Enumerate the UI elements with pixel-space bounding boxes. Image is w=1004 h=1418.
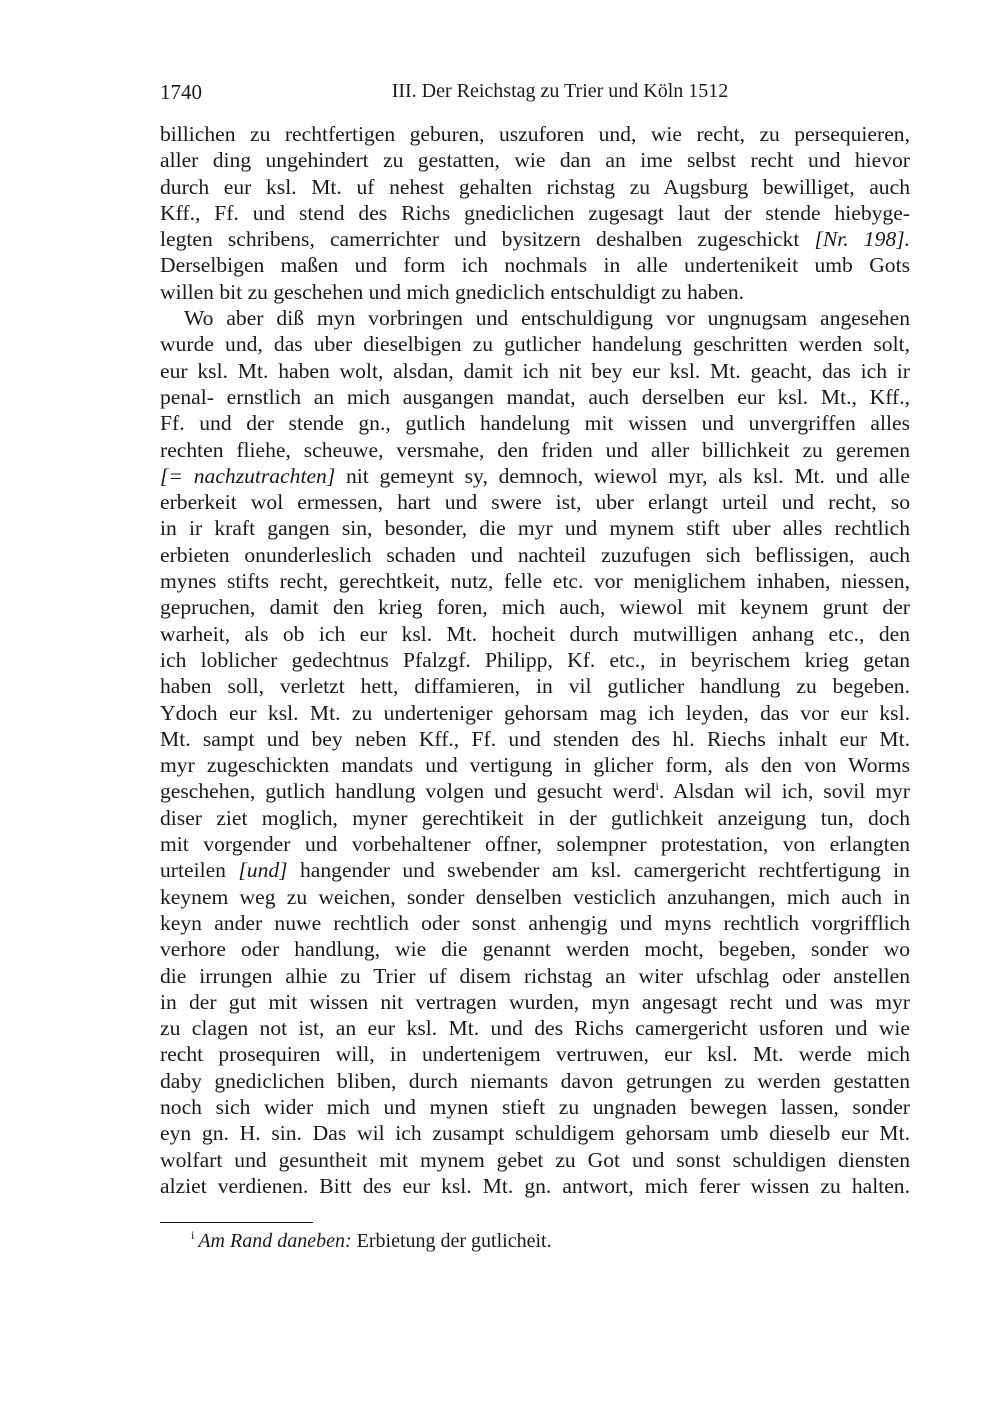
footnote bbox=[191, 1228, 891, 1254]
text-line bbox=[160, 358, 910, 384]
text-line bbox=[160, 1041, 910, 1067]
footnote-text: Erbietung der gutlicheit. bbox=[351, 1230, 552, 1252]
text-line bbox=[160, 778, 910, 804]
text-segment: alziet verdienen. Bitt des eur ksl. Mt. gn. antwort, mich ferer wissen zu halten. bbox=[160, 1173, 910, 1198]
text-segment: Kff., Ff. und stend des Richs gnediclichen zugesagt laut der stende hiebyge- bbox=[160, 200, 910, 225]
text-segment: durch eur ksl. Mt. uf nehest gehalten richstag zu Augsburg bewilliget, auch bbox=[160, 174, 910, 199]
text-segment: erbieten onunderleslich schaden und nachteil zuzufugen sich beflissigen, auch bbox=[160, 542, 910, 567]
running-title: III. Der Reichstag zu Trier und Köln 1512 bbox=[391, 80, 729, 102]
text-segment: diser ziet moglich, myner gerechtikeit in der gutlichkeit anzeigung tun, doch bbox=[160, 805, 910, 830]
text-segment: erberkeit wol ermessen, hart und swere ist, uber erlangt urteil und recht, so bbox=[160, 490, 910, 515]
text-segment: penal- ernstlich an mich ausgangen mandat, auch derselben eur ksl. Mt., Kff., bbox=[160, 384, 910, 409]
body-text bbox=[160, 121, 910, 1199]
text-line bbox=[160, 305, 910, 331]
text-segment: Mt. sampt und bey neben Kff., Ff. und stenden des hl. Riechs inhalt eur Mt. bbox=[160, 726, 910, 751]
text-segment: haben soll, verletzt hett, diffamieren, in vil gutlicher handlung zu begeben. bbox=[160, 674, 910, 699]
text-segment: myr zugeschickten mandats und vertigung in glicher form, als den von Worms bbox=[160, 753, 910, 778]
footnote-reference: i bbox=[655, 779, 659, 794]
text-line bbox=[160, 1120, 910, 1146]
editorial-note: [Nr. 198]. bbox=[814, 227, 910, 252]
text-segment: in ir kraft gangen sin, besonder, die myr und mynem stift uber alles rechtlich bbox=[160, 516, 910, 541]
text-line bbox=[160, 594, 910, 620]
text-segment: in der gut mit wissen nit vertragen wurden, myn angesagt recht und was myr bbox=[160, 989, 910, 1014]
text-line bbox=[160, 200, 910, 226]
text-segment: daby gnediclichen bliben, durch niemants davon getrungen zu werden gestatten bbox=[160, 1068, 910, 1093]
text-line bbox=[160, 673, 910, 699]
text-line bbox=[160, 384, 910, 410]
text-line bbox=[160, 700, 910, 726]
text-line bbox=[160, 331, 910, 357]
text-line bbox=[160, 1068, 910, 1094]
editorial-note: [= nachzutrachten] bbox=[160, 463, 336, 488]
text-segment: verhore oder handlung, wie die genannt werden mocht, begeben, sonder wo bbox=[160, 937, 910, 962]
text-segment: zu clagen not ist, an eur ksl. Mt. und des Richs camergericht usforen und wie bbox=[160, 1016, 910, 1041]
text-line bbox=[160, 463, 910, 489]
text-line bbox=[160, 1015, 910, 1041]
text-line bbox=[160, 489, 910, 515]
text-line bbox=[160, 831, 910, 857]
text-line bbox=[160, 542, 910, 568]
text-segment: Ff. und der stende gn., gutlich handelung mit wissen und unvergriffen alles bbox=[160, 411, 910, 436]
text-segment: mynes stifts recht, gerechtkeit, nutz, felle etc. vor meniglichem inhaben, niessen, bbox=[160, 569, 910, 594]
text-line bbox=[160, 1147, 910, 1173]
text-segment: mit vorgender und vorbehaltener offner, solempner protestation, von erlangten bbox=[160, 832, 910, 857]
text-line bbox=[160, 647, 910, 673]
text-segment: keyn ander nuwe rechtlich oder sonst anhengig und myns rechtlich vorgrifflich bbox=[160, 910, 910, 935]
text-segment: . Alsdan wil ich, sovil myr bbox=[658, 779, 910, 804]
editorial-note: [und] bbox=[238, 858, 288, 883]
text-line bbox=[160, 252, 910, 278]
text-line bbox=[160, 121, 910, 147]
text-line bbox=[160, 279, 910, 305]
text-line bbox=[160, 805, 910, 831]
text-segment: Wo aber diß myn vorbringen und entschuldigung vor ungnugsam angesehen bbox=[184, 306, 910, 331]
text-segment: ich loblicher gedechtnus Pfalzgf. Philipp, Kf. etc., in beyrischem krieg getan bbox=[160, 647, 910, 672]
text-line bbox=[160, 963, 910, 989]
text-segment: aller ding ungehindert zu gestatten, wie dan an ime selbst recht und hievor bbox=[160, 148, 910, 173]
text-segment: recht prosequiren will, in undertenigem vertruwen, eur ksl. Mt. werde mich bbox=[160, 1042, 910, 1067]
text-segment: urteilen bbox=[160, 858, 239, 883]
text-line bbox=[160, 910, 910, 936]
footnote-marker: i bbox=[191, 1228, 195, 1242]
text-segment: willen bit zu geschehen und mich gnediclich entschuldigt zu haben. bbox=[160, 279, 745, 304]
text-segment: wolfart und gesuntheit mit mynem gebet zu Got und sonst schuldigen diensten bbox=[160, 1147, 910, 1172]
text-line bbox=[160, 515, 910, 541]
text-segment: billichen zu rechtfertigen geburen, uszuforen und, wie recht, zu persequieren, bbox=[160, 122, 910, 146]
page-header bbox=[160, 80, 910, 110]
text-line bbox=[160, 147, 910, 173]
text-line bbox=[160, 1173, 910, 1199]
text-segment: Ydoch eur ksl. Mt. zu underteniger gehorsam mag ich leyden, das vor eur ksl. bbox=[160, 700, 910, 725]
text-segment: nit gemeynt sy, demnoch, wiewol myr, als ksl. Mt. und alle bbox=[335, 463, 910, 488]
text-segment: legten schribens, camerrichter und bysitzern deshalben zugeschickt bbox=[160, 227, 815, 252]
text-line bbox=[160, 752, 910, 778]
text-segment: eur ksl. Mt. haben wolt, alsdan, damit ich nit bey eur ksl. Mt. geacht, das ich ir bbox=[160, 358, 910, 383]
text-segment: eyn gn. H. sin. Das wil ich zusampt schuldigem gehorsam umb dieselb eur Mt. bbox=[160, 1121, 910, 1146]
text-line bbox=[160, 936, 910, 962]
text-segment: warheit, als ob ich eur ksl. Mt. hocheit durch mutwilligen anhang etc., den bbox=[160, 621, 910, 646]
text-line bbox=[160, 174, 910, 200]
text-segment: Derselbigen maßen und form ich nochmals in alle undertenikeit umb Gots bbox=[160, 253, 910, 278]
footnote-label: Am Rand daneben: bbox=[198, 1230, 352, 1252]
text-segment: noch sich wider mich und mynen stieft zu ungnaden bewegen lassen, sonder bbox=[160, 1094, 910, 1119]
text-line bbox=[160, 989, 910, 1015]
text-segment: geschehen, gutlich handlung volgen und gesucht werd bbox=[160, 779, 656, 804]
text-line bbox=[160, 884, 910, 910]
text-segment: keynem weg zu weichen, sonder denselben vesticlich anzuhangen, mich auch in bbox=[160, 884, 910, 909]
text-line bbox=[160, 568, 910, 594]
text-segment: die irrungen alhie zu Trier uf disem richstag an witer ufschlag oder anstellen bbox=[160, 963, 910, 988]
text-line bbox=[160, 621, 910, 647]
text-segment: rechten fliehe, scheuwe, versmahe, den friden und aller billichkeit zu geremen bbox=[160, 437, 910, 462]
text-line bbox=[160, 1094, 910, 1120]
text-line bbox=[160, 226, 910, 252]
text-line bbox=[160, 857, 910, 883]
text-segment: hangender und swebender am ksl. camergericht rechtfertigung in bbox=[287, 858, 910, 883]
text-segment: wurde und, das uber dieselbigen zu gutlicher handelung geschritten werden solt, bbox=[160, 332, 910, 357]
footnote-divider bbox=[160, 1222, 313, 1223]
text-segment: gepruchen, damit den krieg foren, mich auch, wiewol mit keynem grunt der bbox=[160, 595, 910, 620]
text-line bbox=[160, 726, 910, 752]
page-number: 1740 bbox=[160, 80, 202, 104]
text-line bbox=[160, 437, 910, 463]
text-line bbox=[160, 410, 910, 436]
